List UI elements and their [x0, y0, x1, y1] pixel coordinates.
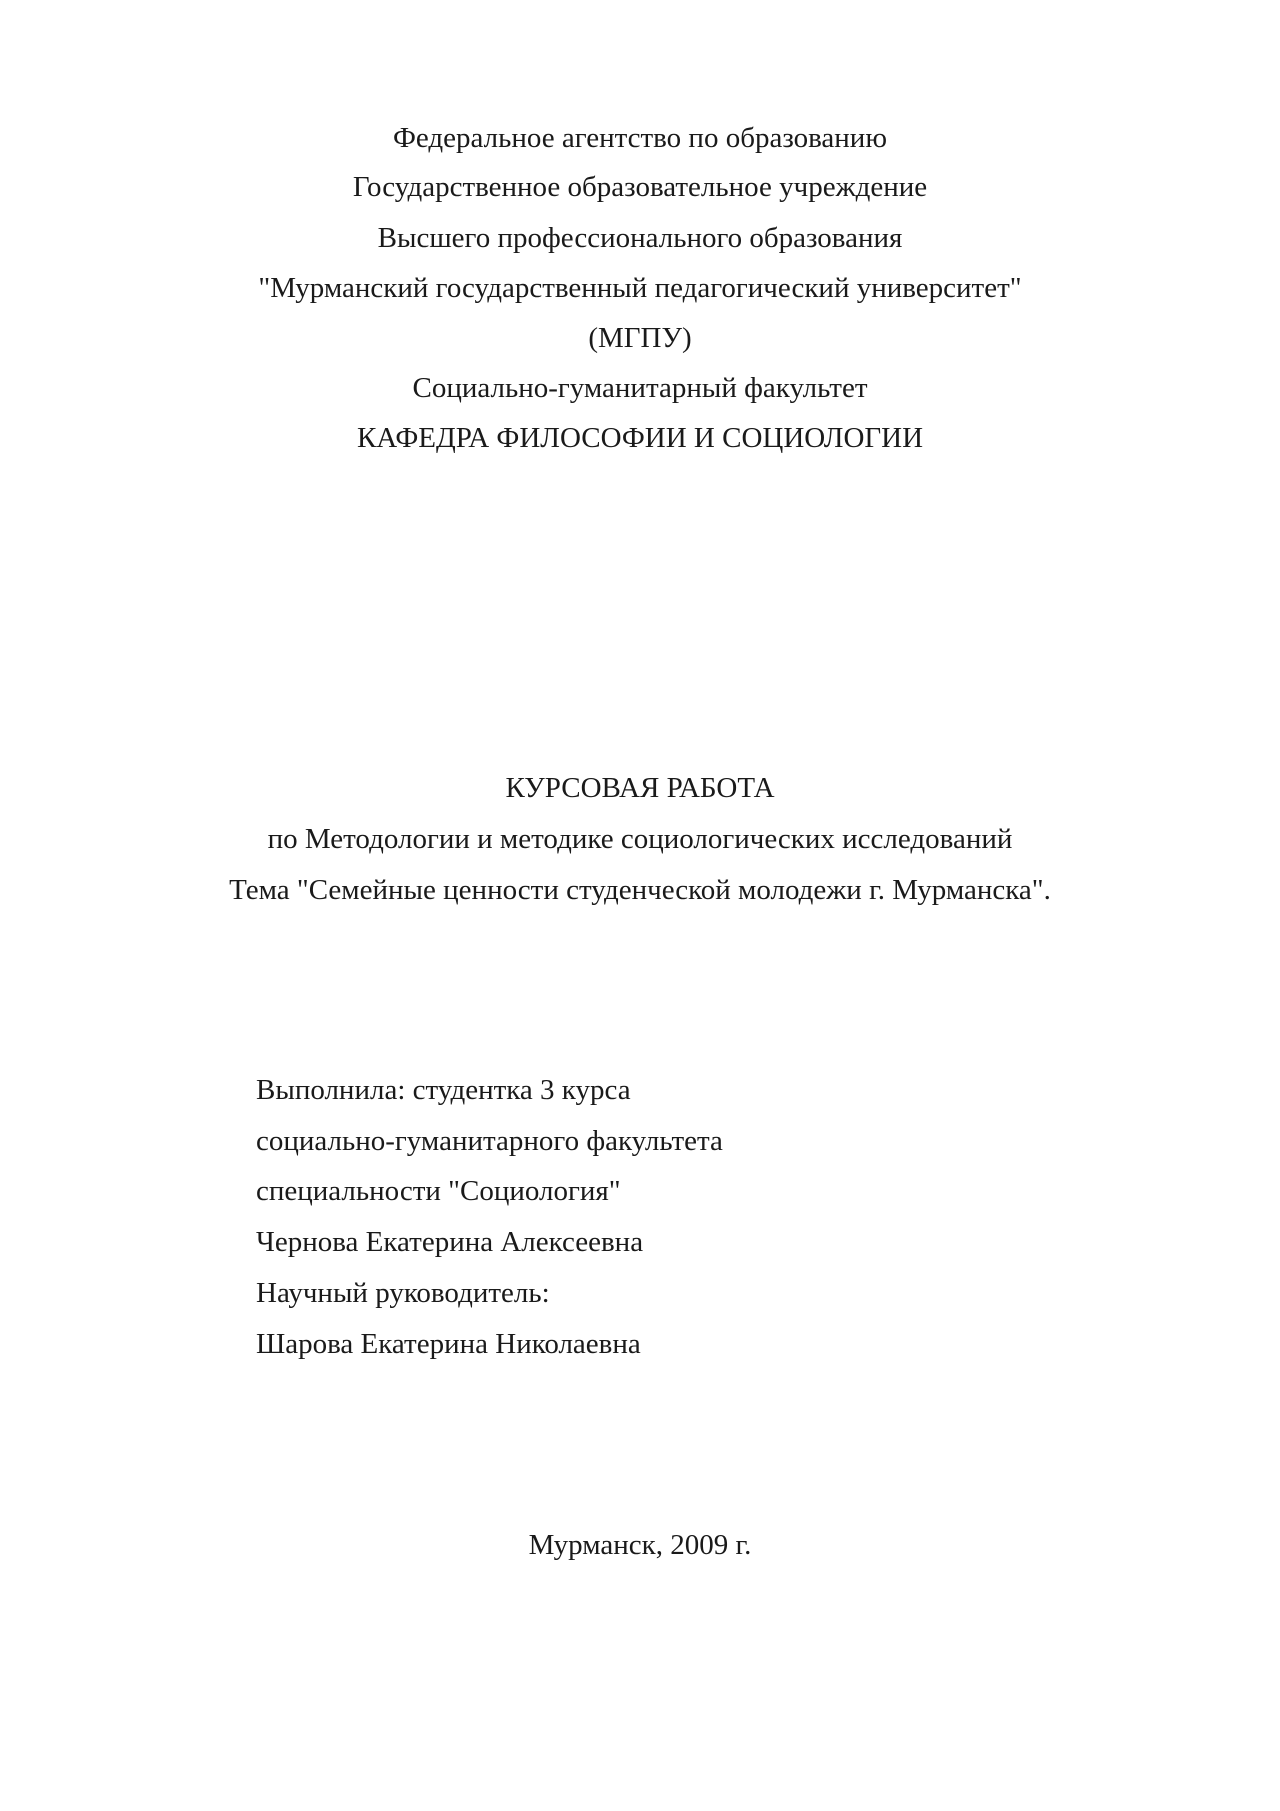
- subject-line: по Методологии и методике социологических исследований: [267, 823, 1013, 855]
- author-specialty-line: специальности "Социология": [256, 1175, 621, 1207]
- department-line: КАФЕДРА ФИЛОСОФИИ И СОЦИОЛОГИИ: [356, 422, 924, 454]
- supervisor-name-line: Шарова Екатерина Николаевна: [256, 1328, 641, 1360]
- university-abbr-line: (МГПУ): [588, 322, 692, 354]
- city-year-line: Мурманск, 2009 г.: [528, 1529, 752, 1561]
- agency-line: Федеральное агентство по образованию: [392, 122, 887, 154]
- institution-type-line: Государственное образовательное учреждение: [352, 171, 928, 203]
- topic-line: Тема "Семейные ценности студенческой молодежи г. Мурманска".: [229, 874, 1051, 906]
- author-faculty-line: социально-гуманитарного факультета: [256, 1125, 723, 1157]
- author-status-line: Выполнила: студентка 3 курса: [256, 1074, 631, 1106]
- supervisor-label-line: Научный руководитель:: [256, 1277, 550, 1309]
- author-name-line: Чернова Екатерина Алексеевна: [256, 1226, 644, 1258]
- work-type-title: КУРСОВАЯ РАБОТА: [505, 772, 775, 804]
- education-level-line: Высшего профессионального образования: [377, 222, 903, 254]
- faculty-line: Социально-гуманитарный факультет: [412, 372, 868, 404]
- university-name-line: "Мурманский государственный педагогический университет": [258, 272, 1022, 304]
